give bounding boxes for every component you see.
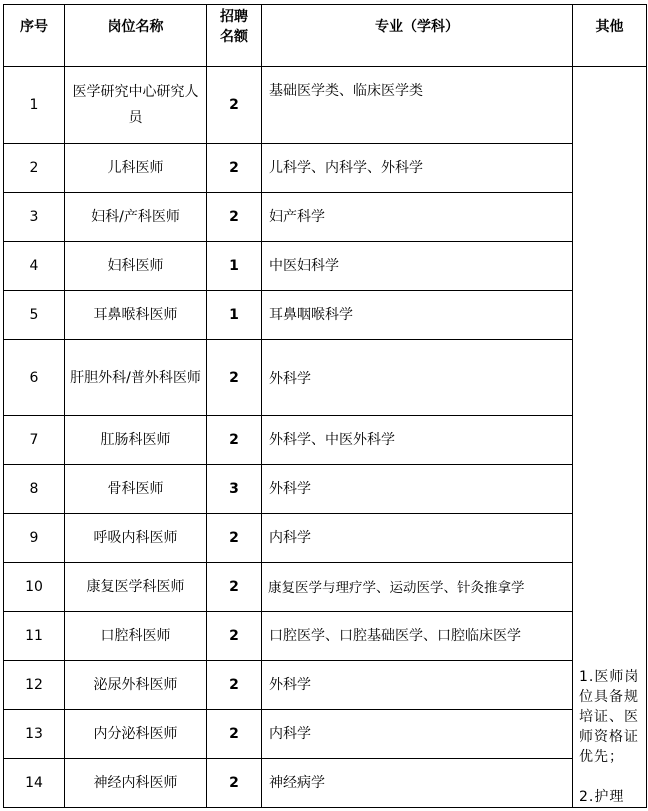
row-major: 中医妇科学 (262, 242, 573, 291)
table-row (4, 193, 647, 242)
row-position: 医学研究中心研究人员 (65, 67, 207, 144)
row-position: 妇科/产科医师 (65, 193, 207, 242)
table-row (4, 242, 647, 291)
row-count: 2 (207, 144, 262, 193)
table-row (4, 67, 647, 144)
row-position: 肝胆外科/普外科医师 (65, 340, 207, 416)
row-count: 2 (207, 661, 262, 710)
table-row (4, 465, 647, 514)
row-position: 康复医学科医师 (65, 563, 207, 612)
other-note (573, 67, 647, 808)
table-row (4, 759, 647, 808)
table-row (4, 563, 647, 612)
table-row (4, 291, 647, 340)
row-position: 呼吸内科医师 (65, 514, 207, 563)
header-position: 岗位名称 (65, 5, 207, 67)
row-no: 1 (4, 67, 65, 144)
row-major: 耳鼻咽喉科学 (262, 291, 573, 340)
row-count: 2 (207, 67, 262, 144)
row-no: 14 (4, 759, 65, 808)
row-count: 2 (207, 514, 262, 563)
row-no: 2 (4, 144, 65, 193)
row-count: 2 (207, 416, 262, 465)
row-no: 3 (4, 193, 65, 242)
row-no: 11 (4, 612, 65, 661)
row-count: 1 (207, 242, 262, 291)
row-no: 9 (4, 514, 65, 563)
row-position: 内分泌科医师 (65, 710, 207, 759)
row-major: 儿科学、内科学、外科学 (262, 144, 573, 193)
row-position: 骨科医师 (65, 465, 207, 514)
row-count: 2 (207, 759, 262, 808)
table-row (4, 144, 647, 193)
row-no: 12 (4, 661, 65, 710)
row-major: 康复医学与理疗学、运动医学、针灸推拿学 (262, 563, 573, 612)
row-no: 6 (4, 340, 65, 416)
row-position: 神经内科医师 (65, 759, 207, 808)
row-position: 泌尿外科医师 (65, 661, 207, 710)
row-major: 基础医学类、临床医学类 (262, 67, 573, 144)
row-position: 儿科医师 (65, 144, 207, 193)
row-position: 耳鼻喉科医师 (65, 291, 207, 340)
header-other: 其他 (573, 5, 647, 67)
table-row (4, 710, 647, 759)
row-no: 4 (4, 242, 65, 291)
header-count-line1: 招聘 (220, 9, 248, 25)
recruitment-table (3, 4, 647, 808)
table-row (4, 340, 647, 416)
row-major: 外科学 (262, 465, 573, 514)
row-no: 5 (4, 291, 65, 340)
row-major: 口腔医学、口腔基础医学、口腔临床医学 (262, 612, 573, 661)
header-count-line2: 名额 (220, 29, 248, 45)
row-no: 7 (4, 416, 65, 465)
row-major: 内科学 (262, 710, 573, 759)
row-count: 2 (207, 340, 262, 416)
row-major: 外科学、中医外科学 (262, 416, 573, 465)
row-major: 内科学 (262, 514, 573, 563)
header-no: 序号 (4, 5, 65, 67)
row-position: 肛肠科医师 (65, 416, 207, 465)
other-note-text: 1.医师岗位具备规培证、医师资格证优先； 2.护理 (579, 669, 640, 805)
row-count: 2 (207, 612, 262, 661)
row-count: 2 (207, 563, 262, 612)
row-position: 妇科医师 (65, 242, 207, 291)
header-major: 专业（学科） (262, 5, 573, 67)
row-major: 神经病学 (262, 759, 573, 808)
row-major: 妇产科学 (262, 193, 573, 242)
row-count: 3 (207, 465, 262, 514)
table-row (4, 661, 647, 710)
header-count (207, 5, 262, 67)
row-no: 13 (4, 710, 65, 759)
table-row (4, 416, 647, 465)
table-row (4, 514, 647, 563)
row-no: 8 (4, 465, 65, 514)
row-count: 2 (207, 710, 262, 759)
row-count: 2 (207, 193, 262, 242)
header-row (4, 5, 647, 67)
row-major: 外科学 (262, 340, 573, 416)
row-position: 口腔科医师 (65, 612, 207, 661)
row-major: 外科学 (262, 661, 573, 710)
row-count: 1 (207, 291, 262, 340)
row-no: 10 (4, 563, 65, 612)
table-row (4, 612, 647, 661)
